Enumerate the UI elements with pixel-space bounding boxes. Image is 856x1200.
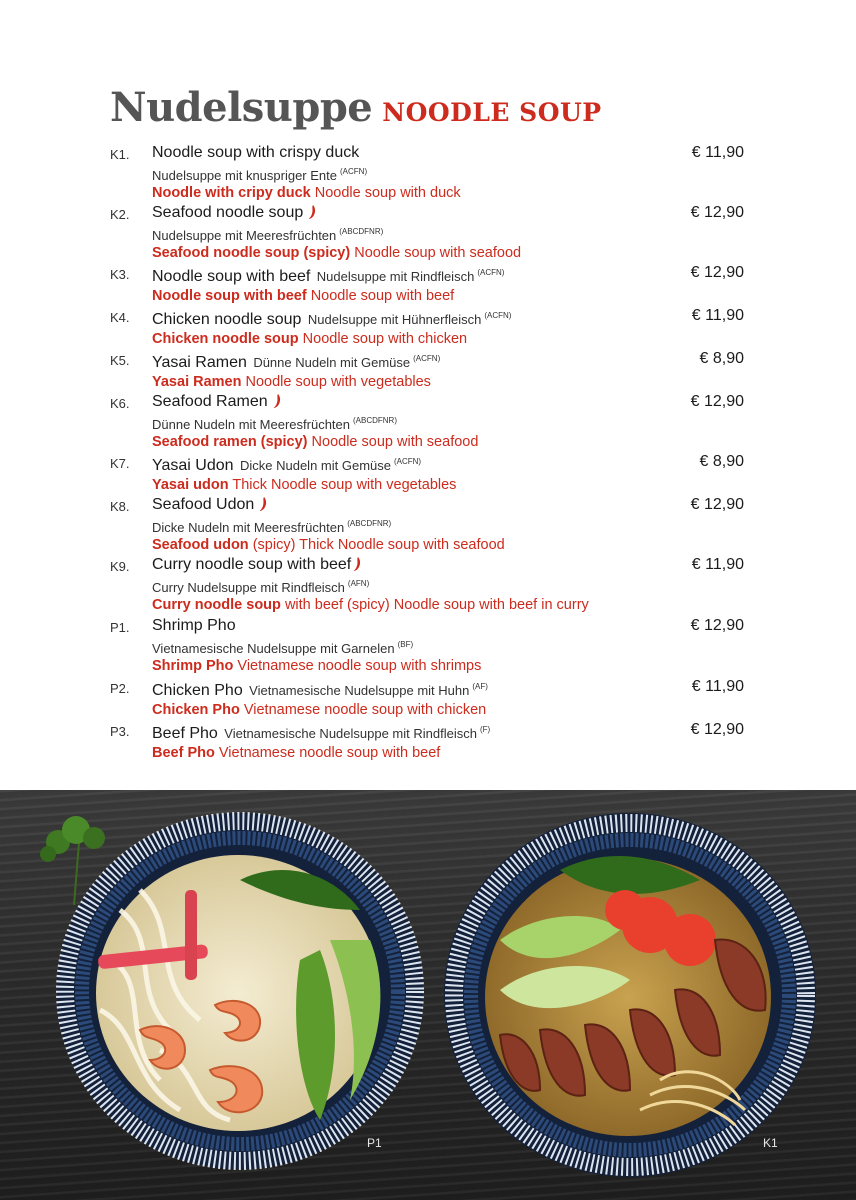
item-price: € 8,90 [699,350,744,367]
item-allergens: (ABCDFNR) [353,416,397,425]
item-german: Nudelsuppe mit Meeresfrüchten [152,228,337,243]
item-english: (spicy) Thick Noodle soup with seafood [252,537,505,553]
item-allergens: (ACFN) [477,268,505,277]
chili-icon [352,556,362,572]
item-name: Beef Pho [152,725,218,742]
item-english-bold: Seafood udon [152,537,249,553]
item-name: Seafood Udon [152,496,255,513]
item-name: Chicken Pho [152,682,243,699]
item-allergens: (BF) [397,640,414,649]
item-english: with beef (spicy) Noodle soup with beef in curry [284,597,589,613]
item-english-bold: Curry noodle soup [152,597,281,613]
item-price: € 12,90 [690,496,744,513]
item-code: K9. [110,559,130,574]
page-title [110,84,602,131]
item-allergens: (ABCDFNR) [347,519,392,528]
item-name: Yasai Ramen [152,354,247,371]
item-english-bold: Noodle with cripy duck [152,185,311,201]
item-code: K3. [110,267,130,282]
title-german: Nudelsuppe [110,84,373,131]
item-price: € 8,90 [699,453,744,470]
item-english-bold: Noodle soup with beef [152,288,307,304]
item-name: Shrimp Pho [152,617,236,634]
item-allergens: (AFN) [347,579,370,588]
item-english-bold: Chicken Pho [152,702,240,718]
item-english: Noodle soup with seafood [354,245,522,261]
item-code: P2. [110,681,130,696]
item-price: € 12,90 [690,617,744,634]
photo-caption-right: K1 [763,1136,778,1150]
item-german: Nudelsuppe mit knuspriger Ente [152,168,337,183]
item-code: P1. [110,620,130,635]
photo-caption-left: P1 [367,1136,382,1150]
item-allergens: (AF) [472,682,488,691]
item-name: Chicken noodle soup [152,311,302,328]
item-code: K1. [110,147,130,162]
item-code: K2. [110,207,130,222]
item-german: Dicke Nudeln mit Gemüse [239,458,391,473]
item-english-bold: Yasai udon [152,477,229,493]
item-price: € 11,90 [691,556,744,573]
item-english: Noodle soup with duck [314,185,461,201]
item-english: Noodle soup with chicken [302,331,468,347]
item-english: Vietnamese noodle soup with shrimps [237,658,482,674]
item-code: K4. [110,310,130,325]
item-code: K8. [110,499,130,514]
item-code: K7. [110,456,130,471]
item-name: Noodle soup with crispy duck [152,144,360,161]
item-name: Seafood Ramen [152,393,268,410]
item-allergens: (ACFN) [484,311,512,320]
chili-icon [258,496,268,512]
item-english-bold: Yasai Ramen [152,374,242,390]
item-english: Noodle soup with vegetables [245,374,431,390]
item-allergens: (ABCDFNR) [339,227,384,236]
item-german: Vietnamesische Nudelsuppe mit Rindfleisch [224,726,477,741]
bowl-shrimp-pho [57,813,423,1169]
item-price: € 11,90 [691,678,744,695]
item-english-bold: Seafood ramen (spicy) [152,434,308,450]
item-german: Vietnamesische Nudelsuppe mit Garnelen [152,641,395,656]
item-german: Nudelsuppe mit Rindfleisch [316,269,475,284]
item-german: Nudelsuppe mit Hühnerfleisch [307,312,482,327]
item-english: Thick Noodle soup with vegetables [232,477,457,493]
item-english: Noodle soup with seafood [311,434,479,450]
item-name: Curry noodle soup with beef [152,556,352,573]
chili-icon [272,393,282,409]
item-english: Vietnamese noodle soup with beef [218,745,441,761]
item-allergens: (ACFN) [340,167,368,176]
item-price: € 11,90 [691,144,744,161]
item-code: K6. [110,396,130,411]
item-price: € 12,90 [690,393,744,410]
item-allergens: (ACFN) [393,457,422,466]
item-english-bold: Beef Pho [152,745,215,761]
item-english: Noodle soup with beef [310,288,455,304]
item-german: Curry Nudelsuppe mit Rindfleisch [152,580,345,595]
item-english-bold: Shrimp Pho [152,658,234,674]
item-english: Vietnamese noodle soup with chicken [243,702,487,718]
item-allergens: (F) [479,725,491,734]
food-photo-illustration [0,790,856,1200]
item-allergens: (ACFN) [413,354,441,363]
chili-icon [307,204,317,220]
bowl-crispy-duck [444,813,816,1177]
item-code: P3. [110,724,130,739]
food-photo [0,790,856,1200]
item-german: Dünne Nudeln mit Meeresfrüchten [152,417,350,432]
item-name: Yasai Udon [152,457,234,474]
item-price: € 12,90 [690,204,744,221]
item-price: € 12,90 [690,264,744,281]
item-name: Noodle soup with beef [152,268,311,285]
item-name: Seafood noodle soup [152,204,304,221]
item-english-bold: Seafood noodle soup (spicy) [152,245,351,261]
item-german: Dicke Nudeln mit Meeresfrüchten [152,520,345,535]
item-code: K5. [110,353,130,368]
item-german: Vietnamesische Nudelsuppe mit Huhn [249,683,470,698]
item-english-bold: Chicken noodle soup [152,331,299,347]
item-price: € 12,90 [690,721,744,738]
item-price: € 11,90 [691,307,744,324]
title-english: NOODLE SOUP [382,98,602,127]
item-german: Dünne Nudeln mit Gemüse [253,355,411,370]
